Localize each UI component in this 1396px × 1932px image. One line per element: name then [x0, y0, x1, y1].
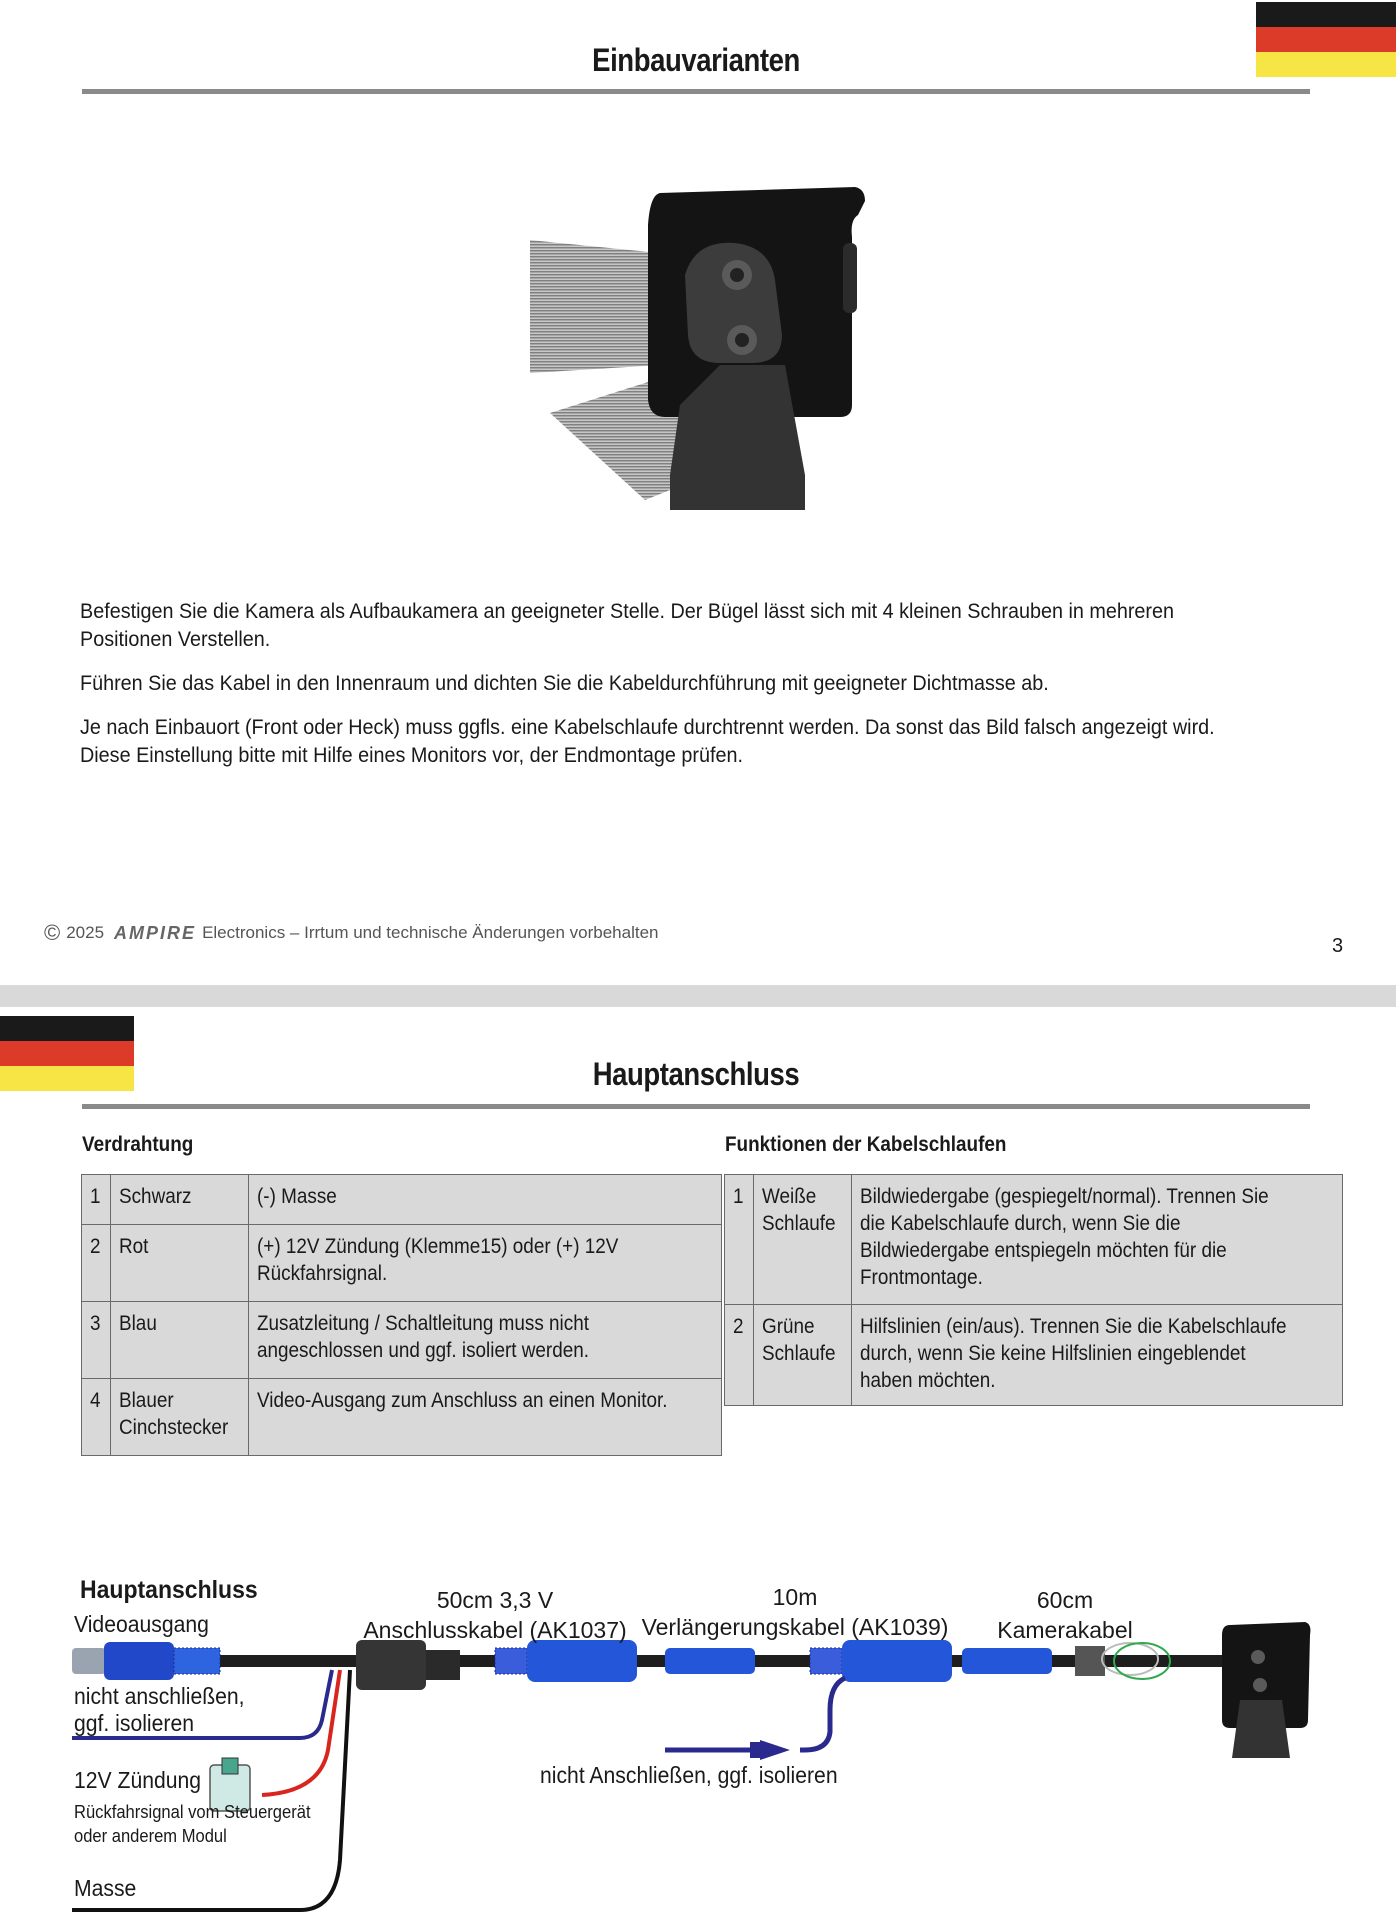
rca-plug-grip — [174, 1648, 220, 1674]
loop-function: Bildwiedergabe (gespiegelt/normal). Trennen Sie die Kabelschlaufe durch, wenn Sie die Bildwiedergabe entspiegeln möchten für die Frontmontage. — [852, 1175, 1343, 1305]
page-title-hauptanschluss: Hauptanschluss — [592, 1056, 800, 1092]
flag-stripe-red — [1256, 27, 1396, 52]
label-cable2-length: 10m — [772, 1584, 818, 1610]
cable2-connector-ring — [810, 1648, 842, 1674]
camera-mount-illustration — [520, 175, 880, 520]
label-ground: Masse — [74, 1875, 137, 1901]
page-number: 3 — [1332, 935, 1344, 957]
cable2-connector — [842, 1640, 952, 1682]
junction-box-neck — [426, 1650, 460, 1680]
label-ignition: 12V Zündung — [74, 1767, 202, 1793]
cable3-plug — [962, 1648, 1052, 1674]
arrow-icon — [760, 1740, 790, 1760]
instructions-text — [80, 597, 1320, 769]
camera-small-screw-top — [1251, 1650, 1265, 1664]
row-num: 2 — [725, 1305, 754, 1406]
wire-color: Blauer Cinchstecker — [110, 1379, 248, 1456]
ampire-logo: AMPIRE — [114, 922, 197, 943]
label-not-connect-1: nicht anschließen, — [74, 1683, 245, 1709]
wire-function: Video-Ausgang zum Anschluss an einen Monitor. — [249, 1379, 722, 1456]
table-row — [82, 1175, 722, 1225]
camera-small-screw-bottom — [1253, 1678, 1267, 1692]
mount-screw-top-hole — [730, 268, 744, 282]
table-row — [82, 1379, 722, 1456]
flag-stripe-red — [0, 1041, 134, 1066]
label-not-connect-2: ggf. isolieren — [74, 1710, 194, 1736]
table-row — [725, 1305, 1343, 1406]
loops-heading: Funktionen der Kabelschlaufen — [725, 1133, 1007, 1156]
paragraph-1a: Befestigen Sie die Kamera als Aufbaukamera an geeigneter Stelle. Der Bügel lässt sich mit 4 kleinen Schrauben in mehreren — [80, 599, 1175, 623]
wire-color: Rot — [110, 1225, 248, 1302]
label-cable2-name: Verlängerungskabel (AK1039) — [641, 1614, 949, 1640]
rca-plug-tip — [72, 1648, 106, 1674]
row-num: 4 — [82, 1379, 111, 1456]
label-not-connect-ext: nicht Anschließen, ggf. isolieren — [540, 1762, 838, 1788]
footer-year: 2025 — [66, 923, 105, 942]
german-flag-top-left — [0, 1016, 134, 1091]
loop-name: Grüne Schlaufe — [753, 1305, 852, 1406]
loose-blue-wire — [800, 1678, 845, 1750]
table-row — [725, 1175, 1343, 1305]
label-cable3-length: 60cm — [1036, 1587, 1094, 1613]
cable3-junction — [1075, 1646, 1105, 1676]
arrow-block — [750, 1742, 764, 1758]
row-num: 1 — [725, 1175, 754, 1305]
row-num: 2 — [82, 1225, 111, 1302]
page1-footer — [44, 920, 659, 946]
row-num: 3 — [82, 1302, 111, 1379]
swing-range-upper — [530, 240, 660, 373]
label-video-out: Videoausgang — [74, 1611, 209, 1637]
german-flag-top-right — [1256, 2, 1396, 77]
label-reverse-2: oder anderem Modul — [74, 1826, 227, 1846]
label-cable1-length: 50cm 3,3 V — [436, 1587, 554, 1613]
wire-function: (-) Masse — [249, 1175, 722, 1225]
flag-stripe-gold — [0, 1066, 134, 1091]
rca-plug-body — [104, 1642, 174, 1680]
loop-name: Weiße Schlaufe — [753, 1175, 852, 1305]
wire-color: Schwarz — [110, 1175, 248, 1225]
wiring-table — [81, 1174, 722, 1456]
footer-text: Electronics – Irrtum und technische Änderungen vorbehalten — [202, 923, 659, 942]
title-rule — [82, 89, 1310, 94]
diagram-heading: Hauptanschluss — [80, 1576, 258, 1604]
fuse-icon — [222, 1758, 238, 1774]
loops-table — [724, 1174, 1343, 1406]
table-row — [82, 1225, 722, 1302]
camera-lens-side — [843, 243, 857, 313]
label-reverse-1: Rückfahrsignal vom Steuergerät — [74, 1802, 311, 1822]
wire-color: Blau — [110, 1302, 248, 1379]
row-num: 1 — [82, 1175, 111, 1225]
copyright-icon: © — [44, 920, 61, 945]
camera-small-bracket — [1232, 1700, 1290, 1758]
page-separator — [0, 985, 1396, 1007]
cable1-connector-ring — [495, 1648, 527, 1674]
paragraph-3a: Je nach Einbauort (Front oder Heck) muss ggfls. eine Kabelschlaufe durchtrennt werden. Da sonst das Bild falsch angezeigt wird. — [80, 715, 1215, 739]
loop-function: Hilfslinien (ein/aus). Trennen Sie die Kabelschlaufe durch, wenn Sie keine Hilfslinien eingeblendet haben möchten. — [852, 1305, 1343, 1406]
mount-screw-bottom-hole — [735, 333, 749, 347]
label-cable3-name: Kamerakabel — [997, 1617, 1133, 1643]
flag-stripe-black — [1256, 2, 1396, 27]
junction-box — [356, 1640, 426, 1690]
wiring-heading: Verdrahtung — [82, 1133, 194, 1156]
paragraph-2: Führen Sie das Kabel in den Innenraum und dichten Sie die Kabeldurchführung mit geeigneter Dichtmasse ab. — [80, 671, 1049, 695]
paragraph-3b: Diese Einstellung bitte mit Hilfe eines Monitors vor, der Endmontage prüfen. — [80, 743, 743, 767]
cable2-plug — [665, 1648, 755, 1674]
title-rule-2 — [82, 1104, 1310, 1109]
flag-stripe-black — [0, 1016, 134, 1041]
cable1-connector — [527, 1640, 637, 1682]
wire-function: Zusatzleitung / Schaltleitung muss nicht angeschlossen und ggf. isoliert werden. — [249, 1302, 722, 1379]
label-cable1-name: Anschlusskabel (AK1037) — [363, 1617, 627, 1643]
wire-function: (+) 12V Zündung (Klemme15) oder (+) 12V Rückfahrsignal. — [249, 1225, 722, 1302]
page-title-einbauvarianten: Einbauvarianten — [592, 42, 800, 78]
paragraph-1b: Positionen Verstellen. — [80, 627, 271, 651]
table-row — [82, 1302, 722, 1379]
flag-stripe-gold — [1256, 52, 1396, 77]
